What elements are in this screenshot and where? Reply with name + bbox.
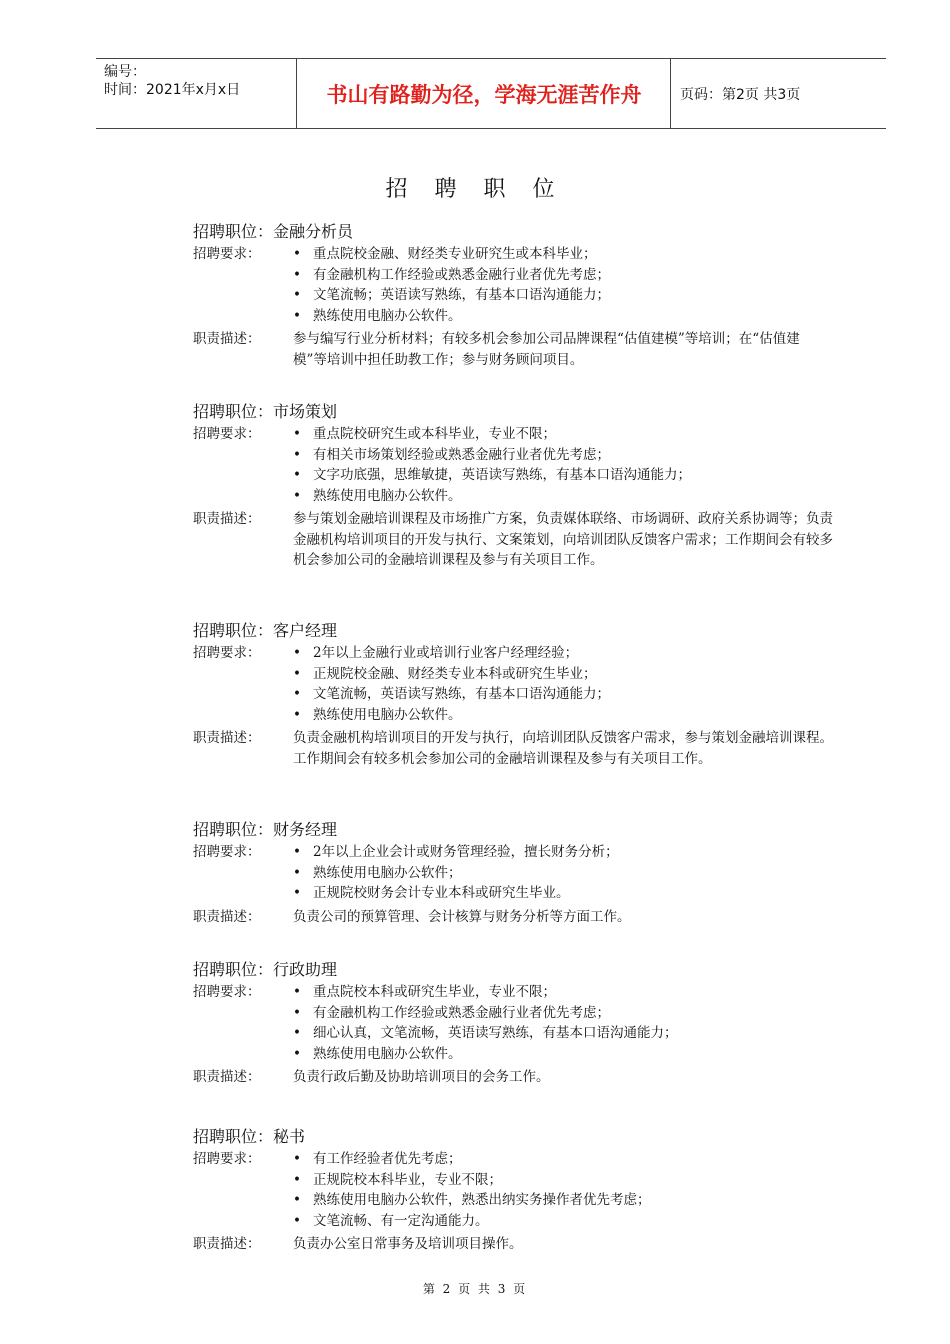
requirement-text: 熟练使用电脑办公软件，熟悉出纳实务操作者优先考虑； [313, 1192, 651, 1208]
requirement-text: 熟练使用电脑办公软件。 [313, 1045, 462, 1062]
bullet-icon: • [293, 665, 301, 682]
number-label: 编号： [104, 64, 146, 80]
requirement-text: 熟练使用电脑办公软件。 [313, 706, 462, 723]
page-footer: 第 2 页 共 3 页 [422, 1282, 528, 1296]
requirements-label: 招聘要求： [193, 246, 261, 262]
duty-label: 职责描述： [193, 1236, 261, 1252]
requirements-row [193, 842, 833, 904]
requirement-item [291, 1044, 833, 1065]
divider [296, 59, 297, 128]
requirement-text: 有金融机构工作经验或熟悉金融行业者优先考虑； [313, 1004, 610, 1021]
bullet-icon: • [293, 487, 301, 504]
job-section [193, 818, 833, 927]
requirement-text: 有金融机构工作经验或熟悉金融行业者优先考虑； [313, 266, 610, 283]
requirement-text: 2年以上企业会计或财务管理经验，擅长财务分析； [313, 844, 619, 860]
page-header [96, 58, 886, 129]
requirement-item [291, 842, 833, 863]
requirement-item [291, 306, 833, 327]
job-section [193, 958, 833, 1088]
duty-row [193, 509, 833, 571]
duty-text: 负责行政后勤及协助培训项目的会务工作。 [293, 1069, 550, 1085]
requirements-list [291, 244, 833, 326]
requirement-item [291, 465, 833, 486]
bullet-icon: • [293, 885, 301, 901]
requirement-text: 重点院校研究生或本科毕业，专业不限； [313, 426, 556, 442]
duty-row [193, 1234, 833, 1255]
bullet-icon: • [293, 1192, 301, 1208]
requirement-text: 熟练使用电脑办公软件。 [313, 307, 462, 324]
requirement-item [291, 1149, 833, 1170]
requirement-text: 细心认真，文笔流畅，英语读写熟练，有基本口语沟通能力； [313, 1025, 678, 1041]
duty-label: 职责描述： [193, 1069, 261, 1085]
header-meta [104, 63, 294, 99]
job-section [193, 400, 833, 571]
duty-row [193, 1067, 833, 1088]
duty-row [193, 329, 833, 370]
requirement-item [291, 424, 833, 445]
bullet-icon: • [293, 706, 301, 723]
motto: 书山有路勤为径，学海无涯苦作舟 [326, 82, 642, 107]
requirement-text: 有相关市场策划经验或熟悉金融行业者优先考虑； [313, 446, 610, 463]
duty-label: 职责描述： [193, 908, 261, 925]
duty-row [193, 907, 833, 928]
job-section [193, 220, 833, 370]
job-title: 招聘职位：财务经理 [193, 820, 338, 839]
bullet-icon: • [293, 266, 301, 283]
requirement-item [291, 445, 833, 466]
requirement-item [291, 1190, 833, 1211]
job-title: 招聘职位：客户经理 [193, 621, 338, 640]
requirement-text: 2年以上金融行业或培训行业客户经理经验； [313, 645, 579, 661]
bullet-icon: • [293, 1171, 301, 1188]
job-title: 招聘职位：市场策划 [193, 402, 338, 421]
requirement-item [291, 982, 833, 1003]
requirements-label: 招聘要求： [193, 1151, 261, 1167]
time-label: 时间：2021年x月x日 [104, 82, 241, 98]
duty-text: 负责公司的预算管理、会计核算与财务分析等方面工作。 [293, 908, 631, 925]
requirement-item [291, 705, 833, 726]
duty-label: 职责描述： [193, 730, 261, 746]
requirement-text: 熟练使用电脑办公软件； [313, 864, 462, 881]
requirement-item [291, 285, 833, 306]
job-section [193, 619, 833, 769]
bullet-icon: • [293, 1004, 301, 1021]
requirement-text: 有工作经验者优先考虑； [313, 1151, 462, 1167]
bullet-icon: • [293, 1025, 301, 1041]
requirement-item [291, 244, 833, 265]
requirement-text: 正规院校财务会计专业本科或研究生毕业。 [313, 885, 570, 901]
requirement-text: 熟练使用电脑办公软件。 [313, 487, 462, 504]
bullet-icon: • [293, 467, 301, 483]
requirement-item [291, 643, 833, 664]
requirement-item [291, 664, 833, 685]
bullet-icon: • [293, 246, 301, 262]
requirements-list [291, 982, 833, 1064]
divider [670, 59, 671, 128]
requirement-text: 重点院校金融、财经类专业研究生或本科毕业； [313, 246, 597, 262]
duty-text: 参与策划金融培训课程及市场推广方案，负责媒体联络、市场调研、政府关系协调等；负责金融机构培训项目的开发与执行、文案策划，向培训团队反馈客户需求；工作期间会有较多机会参加公司的金融培训课程及参与有关项目工作。 [293, 511, 833, 568]
requirements-list [291, 643, 833, 725]
requirements-row [193, 982, 833, 1064]
bullet-icon: • [293, 426, 301, 442]
requirement-text: 正规院校金融、财经类专业本科或研究生毕业； [313, 665, 597, 682]
duty-label: 职责描述： [193, 511, 261, 527]
requirement-text: 文笔流畅，英语读写熟练，有基本口语沟通能力； [313, 686, 610, 702]
job-title: 招聘职位：秘书 [193, 1127, 306, 1146]
requirement-text: 文笔流畅；英语读写熟练，有基本口语沟通能力； [313, 287, 610, 303]
job-title: 招聘职位：行政助理 [193, 960, 338, 979]
requirements-label: 招聘要求： [193, 984, 261, 1000]
job-title: 招聘职位：金融分析员 [193, 222, 354, 241]
requirement-item [291, 486, 833, 507]
bullet-icon: • [293, 1212, 301, 1229]
requirement-item [291, 684, 833, 705]
requirement-text: 文字功底强，思维敏捷，英语读写熟练，有基本口语沟通能力； [313, 467, 691, 483]
requirements-list [291, 424, 833, 506]
duty-text: 负责金融机构培训项目的开发与执行，向培训团队反馈客户需求，参与策划金融培训课程。工作期间会有较多机会参加公司的金融培训课程及参与有关项目工作。 [293, 730, 833, 767]
requirements-row [193, 643, 833, 725]
duty-row [193, 728, 833, 769]
bullet-icon: • [293, 686, 301, 702]
bullet-icon: • [293, 307, 301, 324]
requirements-label: 招聘要求： [193, 844, 261, 860]
requirement-item [291, 1211, 833, 1232]
bullet-icon: • [293, 864, 301, 881]
requirement-text: 文笔流畅、有一定沟通能力。 [313, 1212, 489, 1229]
duty-label: 职责描述： [193, 331, 261, 347]
requirement-text: 重点院校本科或研究生毕业，专业不限； [313, 984, 556, 1000]
page-title: 招 聘 职 位 [385, 177, 565, 202]
requirement-item [291, 1003, 833, 1024]
requirements-label: 招聘要求： [193, 645, 261, 661]
duty-text: 参与编写行业分析材料；有较多机会参加公司品牌课程“估值建模”等培训；在“估值建模”等培训中担任助教工作；参与财务顾问项目。 [293, 331, 800, 368]
job-section [193, 1125, 833, 1255]
requirement-item [291, 265, 833, 286]
requirement-text: 正规院校本科毕业，专业不限； [313, 1171, 502, 1188]
bullet-icon: • [293, 844, 301, 860]
requirements-row [193, 1149, 833, 1231]
requirements-list [291, 1149, 833, 1231]
bullet-icon: • [293, 1151, 301, 1167]
requirements-row [193, 244, 833, 326]
requirement-item [291, 883, 833, 904]
bullet-icon: • [293, 1045, 301, 1062]
bullet-icon: • [293, 287, 301, 303]
bullet-icon: • [293, 645, 301, 661]
requirement-item [291, 863, 833, 884]
requirement-item [291, 1170, 833, 1191]
page-number: 页码：第2页 共3页 [680, 86, 801, 103]
requirements-row [193, 424, 833, 506]
duty-text: 负责办公室日常事务及培训项目操作。 [293, 1236, 523, 1252]
requirements-list [291, 842, 833, 904]
requirement-item [291, 1023, 833, 1044]
bullet-icon: • [293, 984, 301, 1000]
bullet-icon: • [293, 446, 301, 463]
requirements-label: 招聘要求： [193, 426, 261, 442]
